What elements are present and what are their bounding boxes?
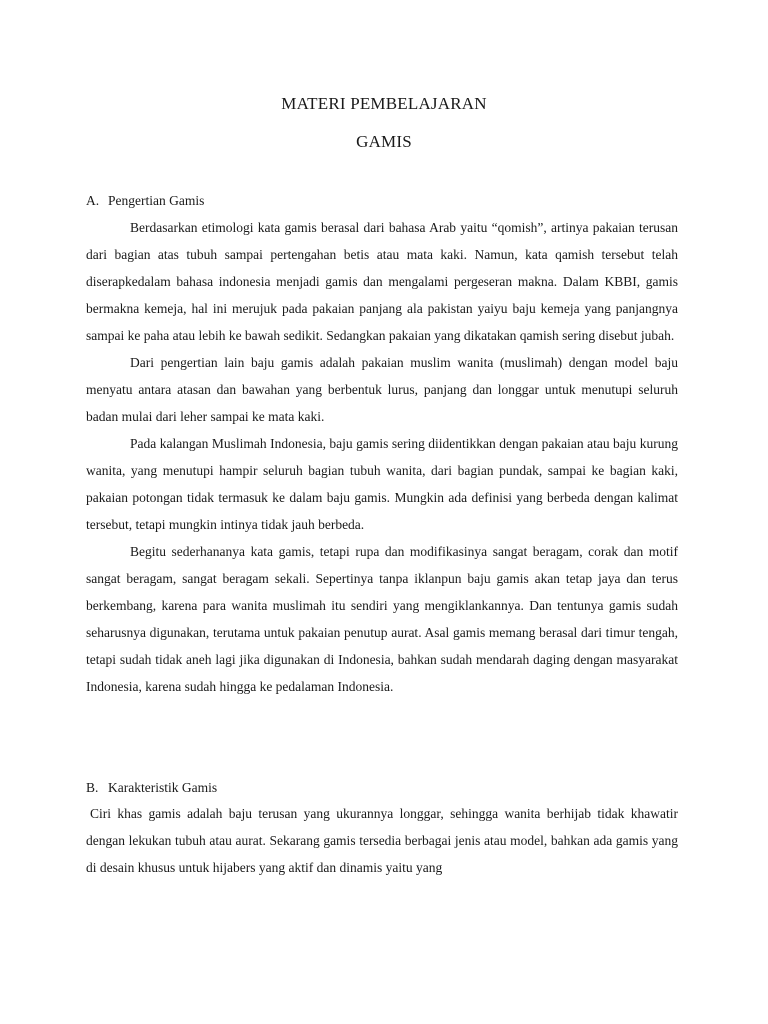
section-body-pengertian — [86, 214, 678, 700]
section-heading-pengertian — [86, 193, 204, 209]
section-number: A. — [86, 193, 100, 208]
paragraph: Ciri khas gamis adalah baju terusan yang ukurannya longgar, sehingga wanita berhijab tidak khawatir dengan lekukan tubuh atau aurat. Sekarang gamis tersedia berbagai jenis atau model, bahkan ada gamis yang di desain khusus untuk hijabers yang aktif dan dinamis yaitu yang — [86, 806, 678, 875]
section-heading-karakteristik — [86, 780, 217, 796]
paragraph: Begitu sederhananya kata gamis, tetapi rupa dan modifikasinya sangat beragam, corak dan motif sangat beragam, sangat beragam sekali. Sepertinya tanpa iklanpun baju gamis akan tetap jaya dan terus berkembang, karena para wanita muslimah itu sendiri yang mengiklankannya. Dan tentunya gamis sudah seharusnya digunakan, terutama untuk pakaian penutup aurat. Asal gamis memang berasal dari timur tengah, tetapi sudah tidak aneh lagi jika digunakan di Indonesia, bahkan sudah mendarah daging dengan masyarakat Indonesia, karena sudah hingga ke pedalaman Indonesia. — [86, 544, 678, 694]
section-title: Pengertian Gamis — [108, 193, 205, 208]
paragraph: Pada kalangan Muslimah Indonesia, baju gamis sering diidentikkan dengan pakaian atau baju kurung wanita, yang menutupi hampir seluruh bagian tubuh wanita, dari bagian pundak, sampai ke bagian kaki, pakaian potongan tidak termasuk ke dalam baju gamis. Mungkin ada definisi yang berbeda dengan kalimat tersebut, tetapi mungkin intinya tidak jauh berbeda. — [86, 436, 678, 532]
document-title: MATERI PEMBELAJARAN — [281, 94, 487, 113]
paragraph: Berdasarkan etimologi kata gamis berasal dari bahasa Arab yaitu “qomish”, artinya pakaian terusan dari bagian atas tubuh sampai pertengahan betis atau mata kaki. Namun, kata qamish tersebut telah diserapkedalam bahasa indonesia menjadi gamis dan mengalami pergeseran makna. Dalam KBBI, gamis bermakna kemeja, hal ini merujuk pada pakaian panjang ala pakistan yaiyu baju kemeja yang panjangnya sampai ke paha atau lebih ke bawah sedikit. Sedangkan pakaian yang dikatakan qamish sering disebut jubah. — [86, 220, 678, 343]
paragraph: Dari pengertian lain baju gamis adalah pakaian muslim wanita (muslimah) dengan model baju menyatu antara atasan dan bawahan yang berbentuk lurus, panjang dan longgar untuk menutupi seluruh badan mulai dari leher sampai ke mata kaki. — [86, 355, 678, 424]
document-subtitle: GAMIS — [356, 132, 412, 151]
section-body-karakteristik — [86, 800, 678, 881]
section-title: Karakteristik Gamis — [108, 780, 218, 795]
section-number: B. — [86, 780, 99, 795]
